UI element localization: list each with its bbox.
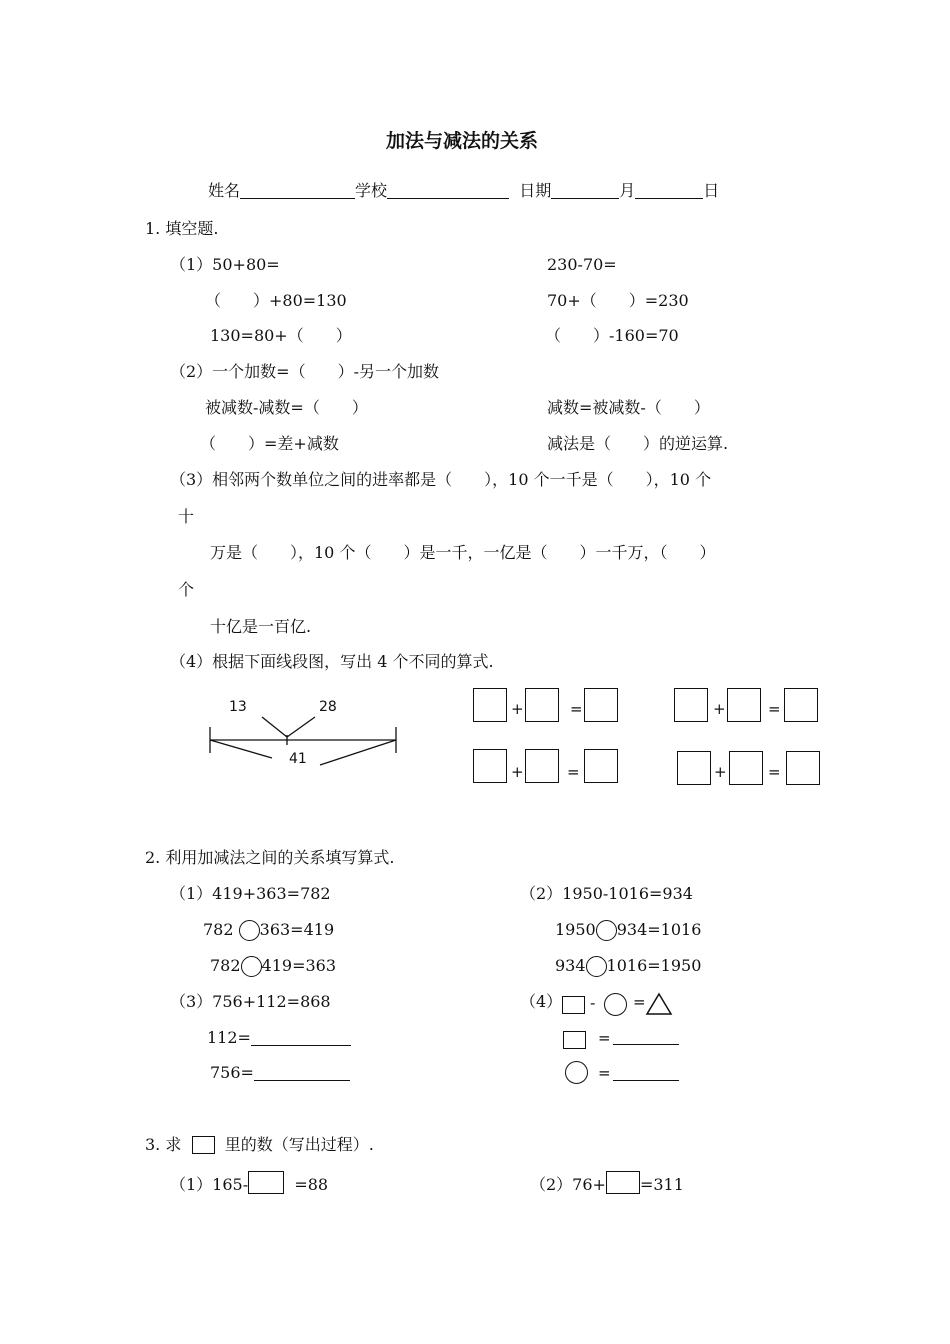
answer-box[interactable] [677, 751, 711, 785]
segment-label-left: 13 [229, 699, 247, 715]
segment-diagram [200, 695, 400, 775]
answer-box[interactable] [606, 1171, 640, 1194]
school-blank[interactable] [387, 182, 509, 199]
operator-circle[interactable] [596, 920, 617, 941]
equals-sign: = [633, 993, 646, 1011]
answer-blank[interactable] [254, 1064, 350, 1081]
answer-box[interactable] [584, 749, 618, 783]
header-info [208, 181, 719, 201]
answer-box[interactable] [248, 1171, 284, 1194]
q1-p1-line1: （1）50+80= [170, 255, 280, 274]
answer-blank[interactable] [613, 1080, 679, 1081]
answer-box[interactable] [727, 688, 761, 722]
school-label: 学校 [355, 181, 388, 200]
q3-p2: （2）76+ =311 [530, 1171, 684, 1195]
equals-sign: = [768, 700, 781, 718]
minus-sign: - [590, 994, 596, 1012]
answer-box[interactable] [473, 688, 507, 722]
answer-box[interactable] [584, 688, 618, 722]
answer-box[interactable] [786, 751, 820, 785]
q2-p3-a: 112= [207, 1028, 351, 1048]
q1-p2-right3: 减法是（ ）的逆运算. [547, 434, 729, 453]
month-label: 月 [619, 181, 636, 200]
q2-p2-b: 934 1016=1950 [555, 956, 702, 975]
q2-heading: 2. 利用加减法之间的关系填写算式. [145, 848, 395, 867]
circle-shape [604, 993, 627, 1016]
plus-sign: + [713, 700, 726, 718]
operator-circle[interactable] [241, 956, 262, 977]
date-label: 日期 [519, 181, 552, 200]
operator-circle[interactable] [586, 956, 607, 977]
page-title: 加法与减法的关系 [386, 130, 539, 152]
q1-p4-line1: （4）根据下面线段图，写出 4 个不同的算式. [170, 652, 494, 671]
square-shape [192, 1136, 215, 1154]
q2-p2-a: 1950 934=1016 [555, 920, 702, 939]
operator-circle[interactable] [239, 920, 260, 941]
q1-p1-right1: 230-70= [547, 255, 617, 274]
day-label: 日 [703, 181, 720, 200]
answer-box[interactable] [674, 688, 708, 722]
segment-label-right: 28 [319, 699, 337, 715]
q2-p3-b: 756= [210, 1063, 350, 1083]
equals-sign: = [598, 1064, 611, 1082]
month-blank[interactable] [551, 182, 619, 199]
answer-box[interactable] [784, 688, 818, 722]
plus-sign: + [511, 700, 524, 718]
equals-sign: = [567, 763, 580, 781]
q1-p3-line4: 个 [178, 580, 195, 599]
plus-sign: + [714, 763, 727, 781]
q1-p3-line5: 十亿是一百亿. [210, 617, 312, 636]
q1-p1-right3: （ ）-160=70 [545, 326, 679, 345]
q1-p3-line1: （3）相邻两个数单位之间的进率都是（ ），10 个一千是（ ），10 个 [170, 470, 712, 489]
circle-shape [565, 1061, 588, 1084]
square-shape [562, 996, 585, 1014]
q1-p2-line2: 被减数-减数=（ ） [205, 398, 368, 417]
q2-p1-title: （1）419+363=782 [170, 884, 331, 903]
answer-blank[interactable] [613, 1044, 679, 1045]
answer-box[interactable] [525, 688, 559, 722]
answer-box[interactable] [729, 751, 763, 785]
square-shape [563, 1031, 586, 1049]
q1-heading: 1. 填空题. [145, 219, 219, 238]
answer-blank[interactable] [251, 1029, 351, 1046]
equals-sign: = [598, 1029, 611, 1047]
answer-box[interactable] [473, 749, 507, 783]
q1-p3-line3: 万是（ ），10 个（ ）是一千，一亿是（ ）一千万，（ ） [210, 543, 716, 562]
q1-p1-right2: 70+（ ）=230 [547, 291, 689, 310]
segment-label-total: 41 [289, 751, 307, 767]
q1-p2-line1: （2）一个加数=（ ）-另一个加数 [170, 362, 439, 381]
day-blank[interactable] [635, 182, 703, 199]
q1-p1-line3: 130=80+（ ） [210, 326, 352, 345]
q2-p2-title: （2）1950-1016=934 [520, 884, 693, 903]
plus-sign: + [511, 763, 524, 781]
q1-p2-line3: （ ）=差+减数 [200, 434, 339, 453]
q2-p1-a: 782 363=419 [203, 920, 335, 939]
answer-box[interactable] [525, 749, 559, 783]
q2-p3-title: （3）756+112=868 [170, 992, 331, 1011]
equals-sign: = [768, 763, 781, 781]
q1-p3-line2: 十 [178, 507, 195, 526]
q1-p1-line2: （ ）+80=130 [205, 291, 347, 310]
name-label: 姓名 [208, 181, 241, 200]
q3-heading: 3. 求 里的数（写出过程）. [145, 1135, 374, 1154]
q2-p1-b: 782 419=363 [210, 956, 337, 975]
equals-sign: = [570, 700, 583, 718]
name-blank[interactable] [240, 182, 355, 199]
q3-p1: （1）165- =88 [170, 1171, 328, 1195]
q2-p4-label: （4） [520, 992, 563, 1011]
triangle-shape [645, 992, 673, 1016]
q1-p2-right2: 减数=被减数-（ ） [547, 398, 710, 417]
